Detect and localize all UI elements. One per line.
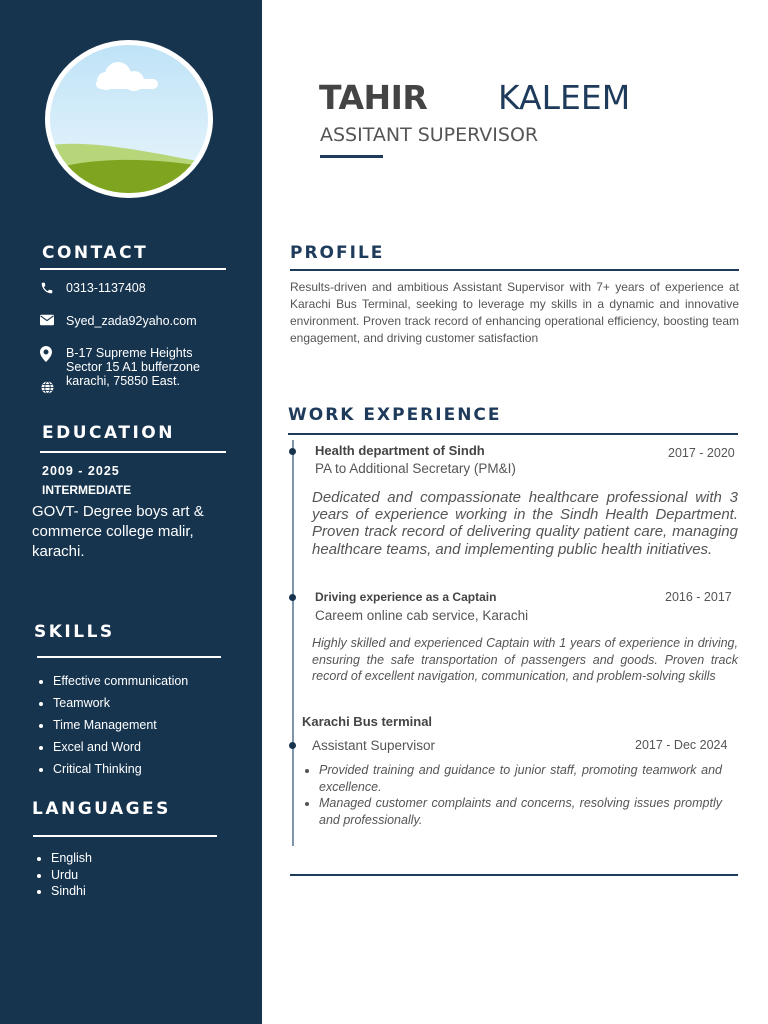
job-bullet: • Managed customer complaints and concerns, resolving issues promptly and professionally.: [319, 795, 722, 828]
language-item: • Urdu: [51, 867, 92, 884]
location-pin-icon: [40, 346, 56, 362]
address-line: karachi, 75850 East.: [66, 374, 180, 388]
title-underline: [320, 155, 383, 158]
envelope-icon: [40, 314, 56, 330]
education-degree: INTERMEDIATE: [42, 483, 132, 497]
languages-list: [31, 850, 92, 900]
education-divider: [40, 451, 226, 453]
job-role: PA to Additional Secretary (PM&I): [315, 461, 516, 476]
contact-email: [40, 314, 197, 330]
skill-item: • Time Management: [53, 714, 188, 736]
job-organization: Karachi Bus terminal: [302, 714, 433, 729]
job-description: Dedicated and compassionate healthcare professional with 3 years of experience working in the Sindh Health Department. Proven track record of delivering quality patient care, managing healthcare teams, and implementing public health initiatives.: [312, 489, 738, 558]
timeline-dot: [289, 448, 296, 455]
job-date: 2016 - 2017: [665, 590, 732, 604]
job-organization: Health department of Sindh: [315, 443, 485, 458]
languages-heading: LANGUAGES: [32, 799, 171, 819]
languages-divider: [33, 835, 217, 837]
avatar-placeholder-image: [50, 45, 208, 193]
contact-address: [40, 346, 200, 388]
profile-heading: PROFILE: [290, 243, 385, 263]
contact-address-text: [66, 346, 200, 388]
job-bullet: • Provided training and guidance to junior staff, promoting teamwork and excellence.: [319, 762, 722, 795]
language-item: • Sindhi: [51, 883, 92, 900]
contact-divider: [40, 268, 226, 270]
job-role: Assistant Supervisor: [312, 738, 436, 753]
education-years: 2009 - 2025: [42, 464, 120, 478]
timeline-line: [292, 440, 294, 846]
skill-item: • Critical Thinking: [53, 758, 188, 780]
skills-heading: SKILLS: [34, 622, 115, 642]
job-description: Highly skilled and experienced Captain with 1 years of experience in driving, ensuring the safe transportation of passengers and goods. Proven track record of excellent navigation, communication, and problem-solving skills: [312, 636, 738, 684]
skill-item: • Teamwork: [53, 692, 188, 714]
language-item: • English: [51, 850, 92, 867]
contact-email-text: Syed_zada92yaho.com: [66, 314, 197, 328]
job-role: Careem online cab service, Karachi: [315, 608, 529, 623]
skills-list: [33, 670, 188, 780]
skill-item: • Effective communication: [53, 670, 188, 692]
job-organization: Driving experience as a Captain: [315, 590, 497, 604]
job-date: 2017 - Dec 2024: [635, 738, 728, 752]
timeline-dot: [289, 594, 296, 601]
education-school: GOVT- Degree boys art & commerce college malir, karachi.: [32, 503, 204, 560]
profile-divider: [290, 269, 739, 271]
globe-icon: [41, 381, 54, 399]
contact-phone-text: 0313-1137408: [66, 281, 146, 295]
skill-item: • Excel and Word: [53, 736, 188, 758]
job-bullets: [303, 762, 722, 828]
work-experience-heading: WORK EXPERIENCE: [288, 405, 502, 425]
last-name: KALEEM: [498, 78, 631, 117]
phone-icon: [40, 281, 56, 297]
contact-phone: [40, 281, 146, 297]
job-title: ASSITANT SUPERVISOR: [320, 124, 539, 146]
avatar: [45, 40, 213, 198]
timeline-dot: [289, 742, 296, 749]
bottom-divider: [290, 874, 738, 876]
contact-heading: CONTACT: [42, 243, 149, 263]
profile-text: Results-driven and ambitious Assistant Supervisor with 7+ years of experience at Karachi Bus Terminal, seeking to leverage my skills in a dynamic and innovative environment. Proven track record of enhancing operational efficiency, boosting team engagement, and driving customer satisfaction: [290, 280, 739, 345]
address-line: Sector 15 A1 bufferzone: [66, 360, 200, 374]
address-line: B-17 Supreme Heights: [66, 346, 193, 360]
job-date: 2017 - 2020: [668, 446, 735, 460]
skills-divider: [37, 656, 221, 658]
first-name: TAHIR: [319, 78, 428, 117]
sidebar: [0, 0, 262, 1024]
work-experience-divider: [288, 433, 738, 435]
education-heading: EDUCATION: [42, 423, 175, 443]
